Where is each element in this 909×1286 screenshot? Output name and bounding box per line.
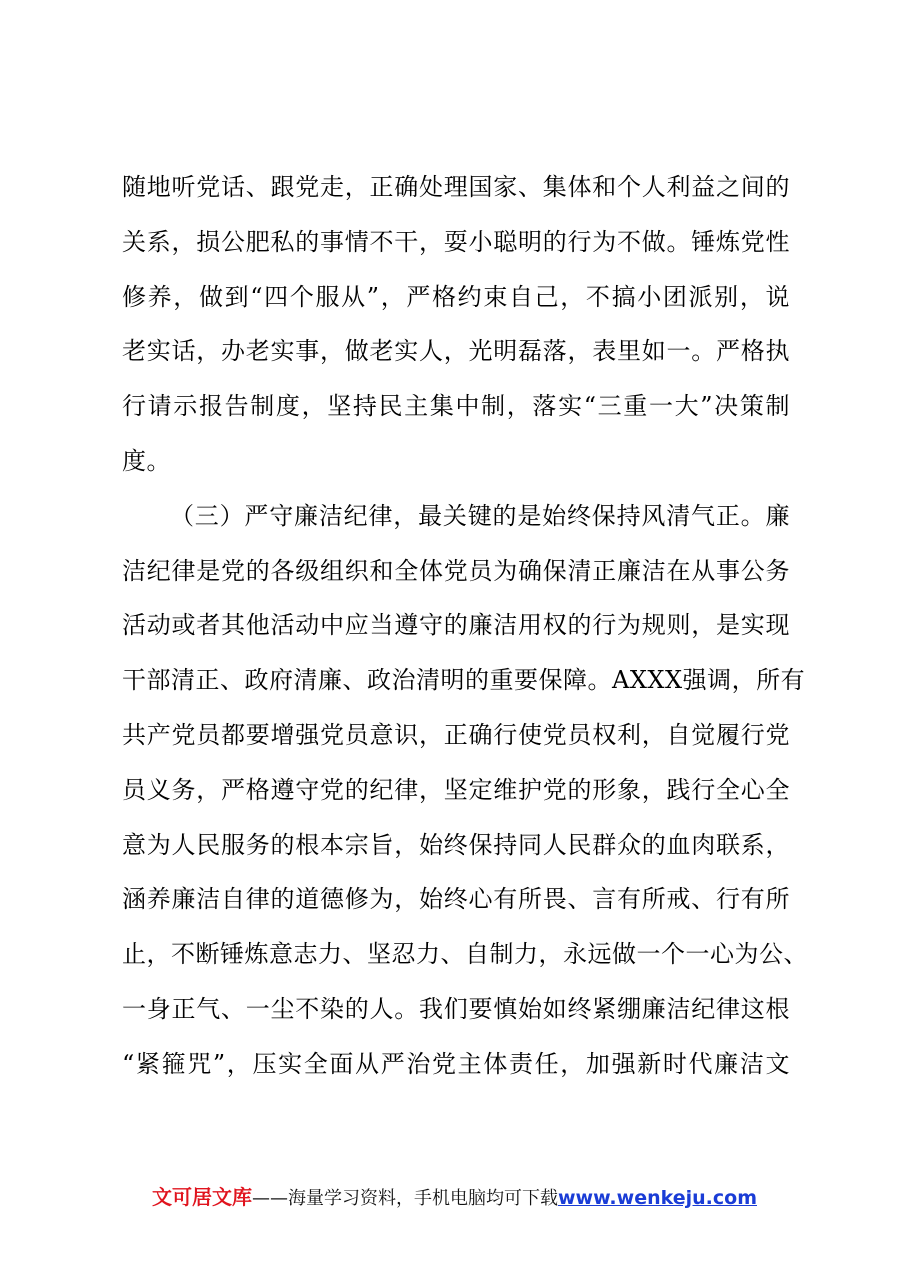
text-line: 关系，损公肥私的事情不干，耍小聪明的行为不做。锤炼党性 (122, 227, 790, 256)
text-line: 共产党员都要增强党员意识，正确行使党员权利，自觉履行党 (122, 720, 790, 749)
text-line: 涵养廉洁自律的道德修为，始终心有所畏、言有所戒、行有所 (122, 885, 790, 914)
footer-slogan: ——海量学习资料，手机电脑均可下载 (251, 1188, 558, 1209)
text-line: 随地听党话、跟党走，正确处理国家、集体和个人利益之间的 (122, 173, 790, 201)
text-line: 行请示报告制度，坚持民主集中制，落实“三重一大”决策制 (122, 392, 790, 421)
page-footer (0, 1184, 909, 1212)
text-line: 员义务，严格遵守党的纪律，坚定维护党的形象，践行全心全 (122, 775, 790, 804)
text-line: 度。 (122, 446, 171, 475)
text-line: 修养，做到“四个服从”，严格约束自己，不搞小团派别，说 (122, 282, 790, 311)
text-line: 意为人民服务的根本宗旨，始终保持同人民群众的血肉联系， (122, 830, 790, 859)
text-line: 一身正气、一尘不染的人。我们要慎始如终紧绷廉洁纪律这根 (122, 994, 790, 1023)
section-heading-line: （三）严守廉洁纪律，最关键的是始终保持风清气正。廉 (170, 501, 790, 530)
text-line: “紧箍咒”，压实全面从严治党主体责任，加强新时代廉洁文 (122, 1049, 790, 1078)
text-line: 活动或者其他活动中应当遵守的廉洁用权的行为规则，是实现 (122, 611, 790, 640)
document-body (122, 160, 808, 1092)
text-line: 老实话，办老实事，做老实人，光明磊落，表里如一。严格执 (122, 337, 790, 366)
text-line: 止，不断锤炼意志力、坚忍力、自制力，永远做一个一心为公、 (122, 940, 808, 969)
text-line: 干部清正、政府清廉、政治清明的重要保障。AXXX强调，所有 (122, 666, 806, 695)
footer-link[interactable]: www.wenkeju.com (557, 1187, 757, 1209)
text-line: 洁纪律是党的各级组织和全体党员为确保清正廉洁在从事公务 (122, 556, 790, 585)
footer-brand: 文可居文库 (151, 1185, 252, 1209)
